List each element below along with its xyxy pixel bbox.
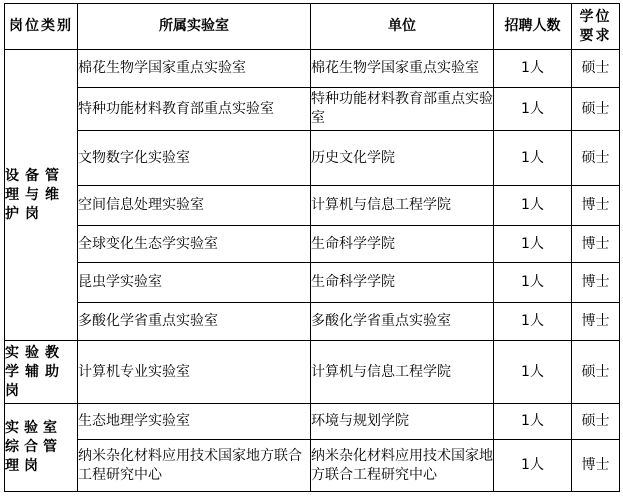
table-row (5, 226, 620, 263)
header-row (5, 4, 620, 50)
unit-cell: 计算机与信息工程学院 (311, 341, 494, 404)
count-cell: 1人 (494, 88, 572, 131)
table-row (5, 303, 620, 341)
degree-cell: 硕士 (572, 50, 620, 88)
table-row (5, 440, 620, 492)
header-category: 岗位类别 (5, 4, 78, 50)
unit-cell: 计算机与信息工程学院 (311, 186, 494, 226)
degree-cell: 博士 (572, 226, 620, 263)
table-row (5, 404, 620, 440)
lab-cell: 空间信息处理实验室 (78, 186, 311, 226)
table-row (5, 263, 620, 303)
table-row (5, 341, 620, 404)
count-cell: 1人 (494, 341, 572, 404)
count-cell: 1人 (494, 50, 572, 88)
count-cell: 1人 (494, 263, 572, 303)
lab-cell: 计算机专业实验室 (78, 341, 311, 404)
unit-cell: 特种功能材料教育部重点实验室 (311, 88, 494, 131)
degree-cell: 博士 (572, 186, 620, 226)
count-cell: 1人 (494, 226, 572, 263)
lab-cell: 棉花生物学国家重点实验室 (78, 50, 311, 88)
unit-cell: 环境与规划学院 (311, 404, 494, 440)
unit-cell: 棉花生物学国家重点实验室 (311, 50, 494, 88)
header-lab: 所属实验室 (78, 4, 311, 50)
category-management: 实验室综合管理岗 (5, 404, 78, 492)
count-cell: 1人 (494, 131, 572, 186)
unit-cell: 生命科学学院 (311, 263, 494, 303)
degree-cell: 硕士 (572, 341, 620, 404)
degree-cell: 硕士 (572, 404, 620, 440)
count-cell: 1人 (494, 404, 572, 440)
degree-cell: 博士 (572, 263, 620, 303)
table-row (5, 131, 620, 186)
header-count: 招聘人数 (494, 4, 572, 50)
lab-cell: 多酸化学省重点实验室 (78, 303, 311, 341)
category-teaching: 实验教学辅助岗 (5, 341, 78, 404)
count-cell: 1人 (494, 186, 572, 226)
degree-cell: 硕士 (572, 88, 620, 131)
lab-cell: 文物数字化实验室 (78, 131, 311, 186)
lab-cell: 昆虫学实验室 (78, 263, 311, 303)
degree-cell: 硕士 (572, 131, 620, 186)
lab-cell: 生态地理学实验室 (78, 404, 311, 440)
lab-cell: 全球变化生态学实验室 (78, 226, 311, 263)
unit-cell: 生命科学学院 (311, 226, 494, 263)
count-cell: 1人 (494, 440, 572, 492)
table-row (5, 186, 620, 226)
lab-cell: 特种功能材料教育部重点实验室 (78, 88, 311, 131)
degree-cell: 博士 (572, 303, 620, 341)
unit-cell: 纳米杂化材料应用技术国家地方联合工程研究中心 (311, 440, 494, 492)
recruitment-table (4, 3, 620, 492)
table-row (5, 50, 620, 88)
count-cell: 1人 (494, 303, 572, 341)
header-unit: 单位 (311, 4, 494, 50)
unit-cell: 多酸化学省重点实验室 (311, 303, 494, 341)
category-equipment: 设备管理与维护岗 (5, 50, 78, 341)
degree-cell: 博士 (572, 440, 620, 492)
table-row (5, 88, 620, 131)
header-degree: 学位要求 (572, 4, 620, 50)
lab-cell: 纳米杂化材料应用技术国家地方联合工程研究中心 (78, 440, 311, 492)
unit-cell: 历史文化学院 (311, 131, 494, 186)
